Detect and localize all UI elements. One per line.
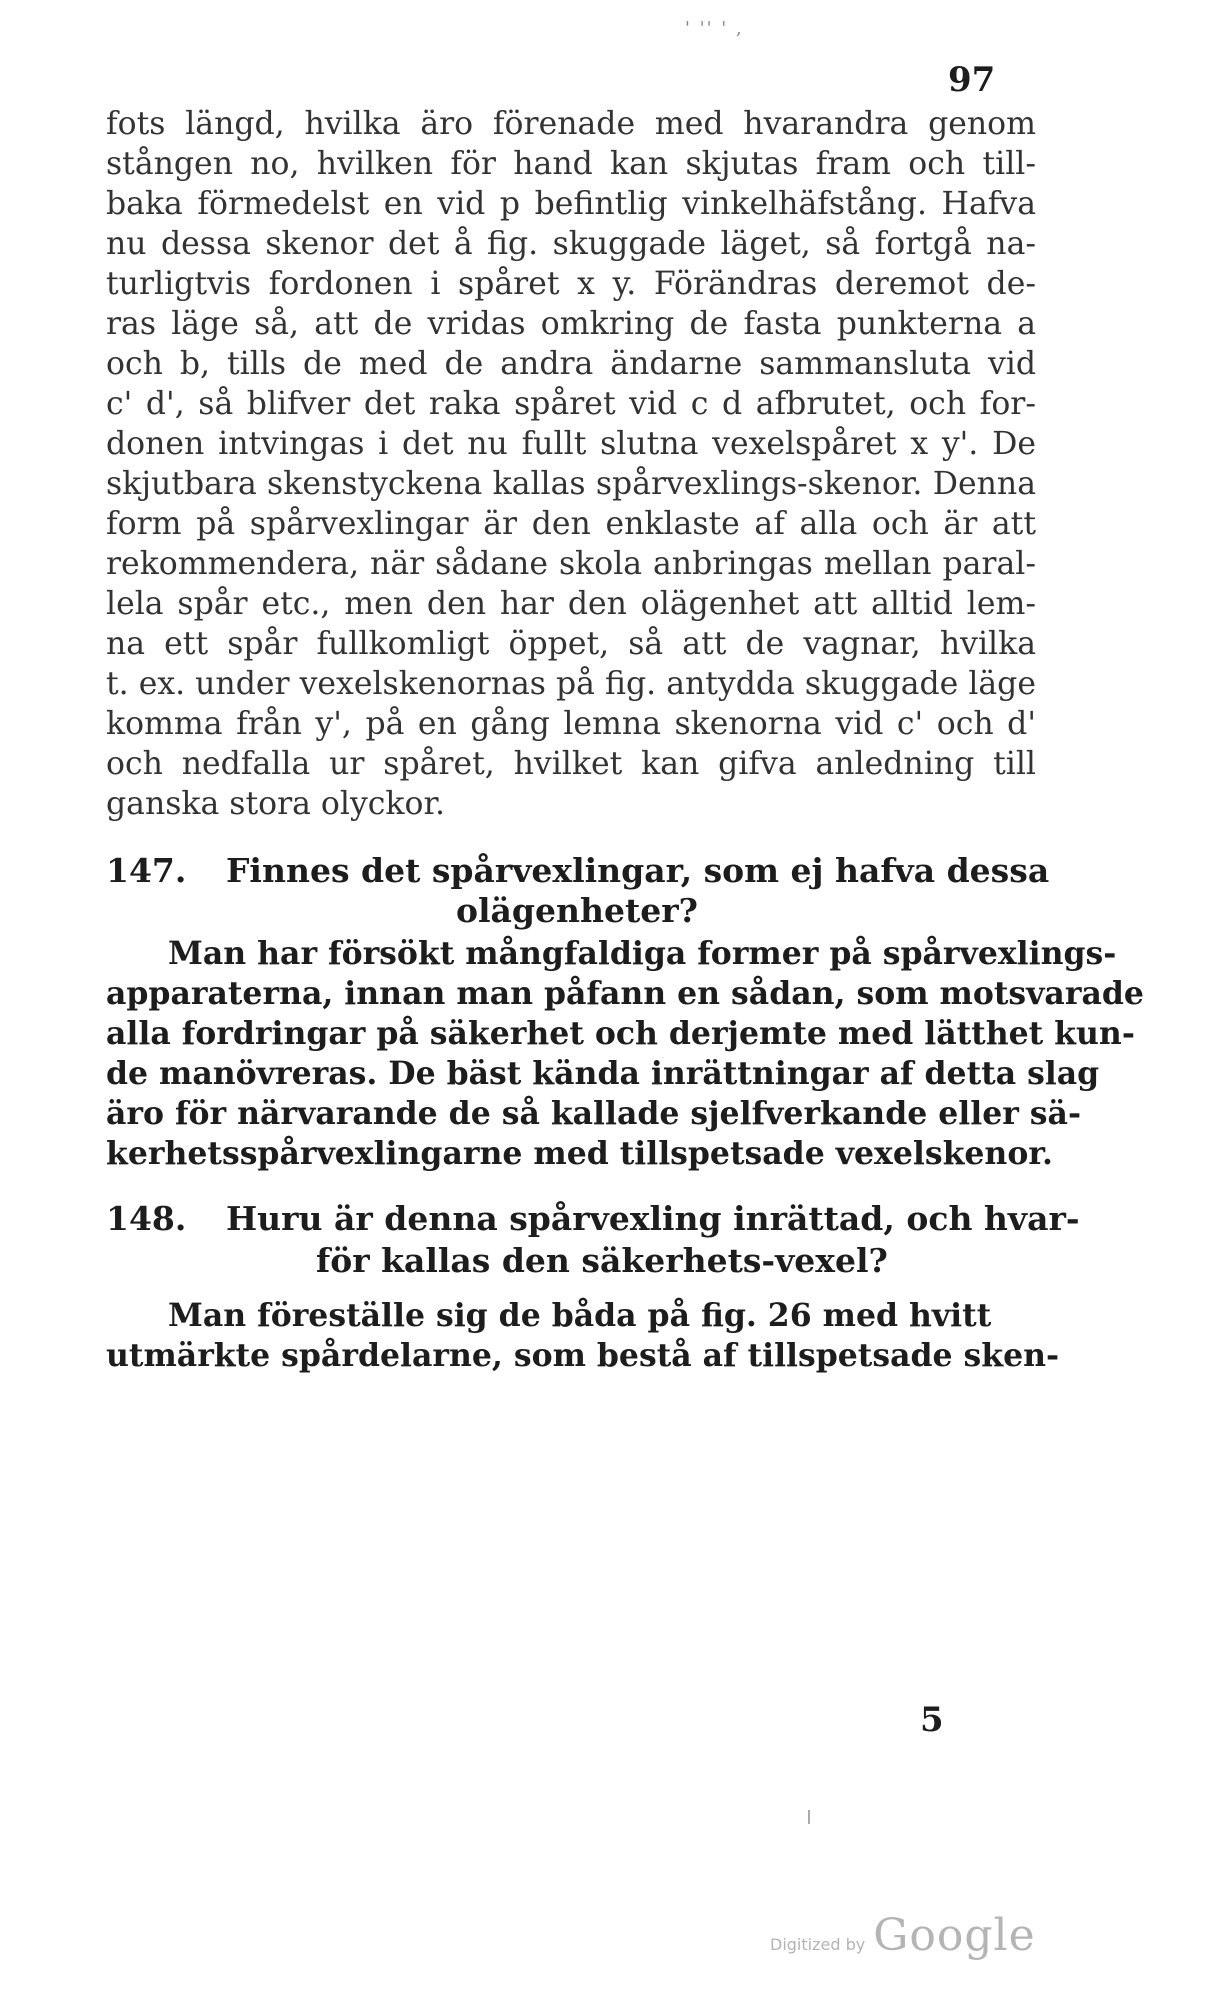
text-line: turligtvis fordonen i spåret x y. Förändras deremot de- [106,266,1036,302]
section-question-line2: för kallas den säkerhets-vexel? [316,1241,888,1280]
text-line: rekommendera, när sådane skola anbringas mellan paral- [106,546,1036,582]
text-line: skjutbara skenstyckena kallas spårvexlings-skenor. Denna [106,466,1036,502]
text-line: stången no, hvilken för hand kan skjutas fram och till- [106,146,1036,182]
answer-line: Man föreställe sig de båda på fig. 26 med hvitt [168,1297,992,1334]
digitized-watermark [770,1910,1036,1961]
text-line: och b, tills de med de andra ändarne sammansluta vid [106,346,1036,382]
top-marks: ' '' ' , [685,18,744,39]
text-line: form på spårvexlingar är den enklaste af alla och är att [106,506,1036,542]
google-logo-text: Google [873,1910,1036,1961]
text-line: ras läge så, att de vridas omkring de fasta punkterna a [106,306,1036,342]
section-question: Huru är denna spårvexling inrättad, och hvar- [226,1199,1080,1238]
section-question-line2: olägenheter? [456,891,698,930]
answer-line: kerhetsspårvexlingarne med tillspetsade vexelskenor. [106,1135,1054,1172]
answer-line: Man har försökt mångfaldiga former på spårvexlings- [168,935,1117,972]
text-line: donen intvingas i det nu fullt slutna vexelspåret x y'. De [106,426,1036,462]
text-line: t. ex. under vexelskenornas på fig. antydda skuggade läge [106,666,1036,702]
answer-line: de manövreras. De bäst kända inrättningar af detta slag [106,1055,1100,1092]
text-line: lela spår etc., men den har den olägenhet att alltid lem- [106,586,1036,622]
text-line: ganska stora olyckor. [106,786,446,822]
text-line: na ett spår fullkomligt öppet, så att de vagnar, hvilka [106,626,1036,662]
text-line: fots längd, hvilka äro förenade med hvarandra genom [106,106,1036,142]
answer-line: apparaterna, innan man påfann en sådan, som motsvarade [106,975,1144,1012]
signature-mark: 5 [920,1700,944,1740]
section-number: 147. [106,851,187,890]
text-line: nu dessa skenor det å fig. skuggade läget, så fortgå na- [106,226,1036,262]
text-line: baka förmedelst en vid p befintlig vinkelhäfstång. Hafva [106,186,1036,222]
page-number: 97 [948,60,996,100]
text-line: och nedfalla ur spåret, hvilket kan gifva anledning till [106,746,1036,782]
watermark-prefix: Digitized by [770,1935,866,1954]
text-line: komma från y', på en gång lemna skenorna vid c' och d' [106,706,1036,742]
answer-line: alla fordringar på säkerhet och derjemte med lätthet kun- [106,1015,1135,1052]
text-line: c' d', så blifver det raka spåret vid c d afbrutet, och for- [106,386,1036,422]
answer-line: äro för närvarande de så kallade sjelfverkande eller sä- [106,1095,1082,1132]
print-mark [808,1810,810,1824]
section-question: Finnes det spårvexlingar, som ej hafva dessa [226,851,1050,890]
answer-line: utmärkte spårdelarne, som bestå af tillspetsade sken- [106,1337,1060,1374]
section-number: 148. [106,1199,187,1238]
